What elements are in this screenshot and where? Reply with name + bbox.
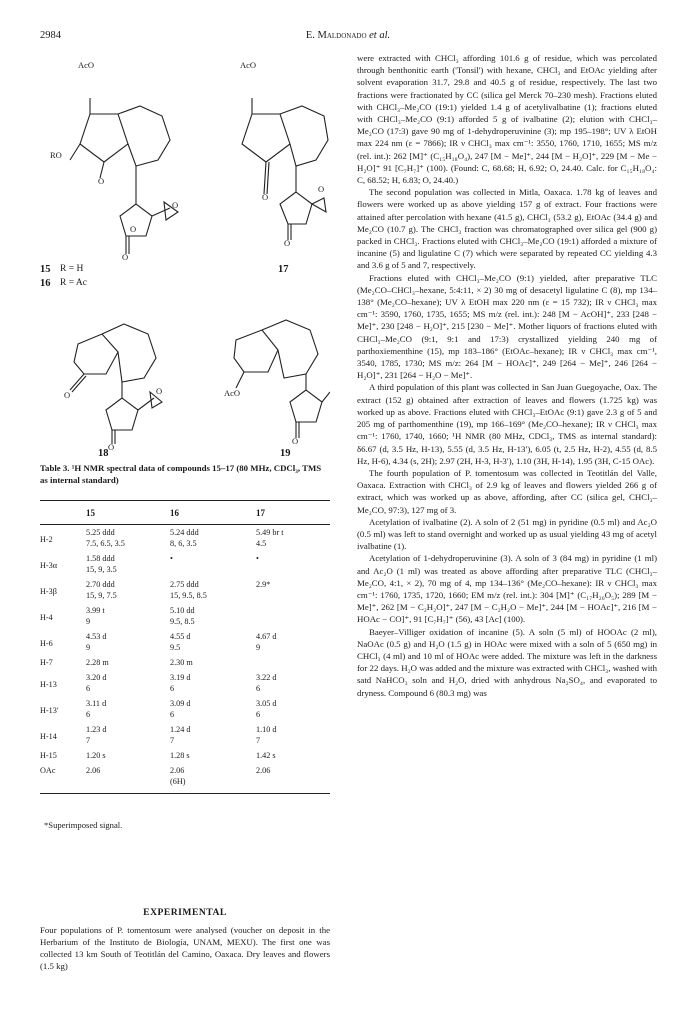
table-header-row: [40, 501, 330, 525]
oxygen-label: O: [292, 436, 299, 446]
column-header: 16: [170, 501, 256, 525]
compound-number: 19: [280, 448, 291, 459]
shift-cell: 5.25 ddd 7.5, 6.5, 3.5: [86, 528, 125, 548]
table-row: [40, 577, 330, 603]
proton-label-cell: H-13′: [40, 706, 59, 715]
structures-svg: [40, 52, 330, 452]
compound-number: 16: [40, 278, 51, 289]
shift-cell: 1.10 d 7: [256, 725, 277, 745]
oxygen-label: O: [156, 386, 163, 396]
shift-cell: [256, 603, 330, 629]
proton-label-cell: H-14: [40, 732, 57, 741]
hydroxy-label: RO: [50, 150, 62, 160]
shift-cell: 1.42 s: [256, 751, 276, 760]
oxygen-label: O: [64, 390, 71, 400]
experimental-paragraph: Four populations of P. tomentosum were analysed (voucher on deposit in the Herbarium of the Instituto de Biología, UNAM, MEXU). The first one was collected 13 km South of Teotitlán del Camino, Oaxaca. Dry leaves and flowers (1.5 kg): [40, 925, 330, 972]
proton-label-cell: H-13: [40, 680, 57, 689]
table-row: [40, 696, 330, 722]
shift-cell: 1.24 d 7: [170, 725, 191, 745]
shift-cell: 1.20 s: [86, 751, 106, 760]
proton-label-cell: H-15: [40, 751, 57, 760]
acetate-label: AcO: [240, 60, 257, 70]
compound-number: 17: [278, 264, 289, 275]
shift-cell: 1.58 ddd 15, 9, 3.5: [86, 554, 117, 574]
table-row: [40, 763, 330, 794]
table-body: [40, 525, 330, 794]
oxygen-label: O: [284, 238, 291, 248]
proton-label-cell: OAc: [40, 763, 86, 794]
oxygen-label: O: [262, 192, 269, 202]
shift-cell: 4.55 d 9.5: [170, 632, 191, 652]
paragraph: Fractions eluted with CHCl₃–Me₂CO (9:1) yielded, after preparative TLC (Me₂CO–CHCl₃–hexane, 5:4:11, × 2) 30 mg of desacetyl ligulatine C (8), mp 134–138° (Me₂CO–hexane); UV λ EtOH max 220 nm (ε = 15 732); IR ν CHCl₃ max cm⁻¹: 3590, 1760, 1735, 1655; MS m/z (rel. int.): 248 [M − AcOH]⁺, 233 [248 − Me]⁺, 230 [248 − H₂O]⁺, 215 [230 − Me]⁺. Mother liquors of fractions eluted with CHCl₃–Me₂CO (9:1, 9:1 and 17:3) crystallized yielding 240 mg of parthoxiementhine (15), mp 183–186° (EtOAc–hexane); IR ν CHCl₃ max cm⁻¹, 3540, 1785, 1730; MS m/z: 264 [M − HOAc]⁺, 249 [264 − Me]⁺, 246 [264 − H₂O]⁺, 231 [264 − H₂O − Me]⁺.: [357, 272, 657, 381]
table-row: [40, 629, 330, 655]
shift-cell: 1.23 d 7: [86, 725, 107, 745]
paragraph: The fourth population of P. tomentosum was collected in Teotitlán del Valle, Oaxaca. Extraction with CHCl₃ of 2.9 kg of leaves and flowers yielded 266 g of extract, which was worked up as above, affording, after CC (silica gel, CHCl₃–Me₂CO, 97:3), 127 mg of 3.: [357, 467, 657, 515]
proton-label-cell: H-7: [40, 658, 53, 667]
paragraph: Acetylation of 1-dehydroperuvinine (3). A soln of 3 (84 mg) in pyridine (1 ml) and Ac₂O (1 ml) was treated as above affording after preparative TLC (CHCl₃–Me₂CO, 4:1, × 2), 70 mg of 4, mp 134–136° (Me₂CO–hexane): IR ν CHCl₃ max cm⁻¹: 1760, 1735, 1720, 1660; EM m/z (rel. int.): 304 [M]⁺ (C₁₇H₂₀O₅); 289 [M − Me]⁺, 262 [M − C₂H₂O]⁺, 247 [M − C₂H₂O − Me]⁺, 244 [M − HOAc]⁺, 216 [M − HOAc − CO]⁺, 91 [C₇H₇]⁺ (56), 43 [Ac] (100).: [357, 553, 657, 625]
shift-cell: 2.9*: [256, 580, 271, 589]
shift-cell: 2.06: [256, 763, 330, 794]
shift-cell: 2.06 (6H): [170, 763, 256, 794]
table-row: [40, 722, 330, 748]
proton-label-cell: H-2: [40, 535, 53, 544]
compound-substituent: R = Ac: [60, 278, 87, 288]
shift-cell: 2.30 m: [170, 658, 193, 667]
chemical-structures-figure: [40, 52, 330, 459]
running-head-etal: et al.: [369, 30, 391, 41]
compound-number: 15: [40, 264, 51, 275]
shift-cell: 3.11 d 6: [86, 699, 107, 719]
paragraph: The second population was collected in Mitla, Oaxaca. 1.78 kg of leaves and flowers were worked up as above yielding 157 g of extract. Four fractions were attained after percolation with hexane (41.5 g), CHCl₃ (53.2 g), EtOAc (34.4 g) and Me₂CO (10.7 g). The CHCl₃ fraction was chromatographed over silica gel (900 g) packed in CHCl₃. Fractions eluted with CHCl₃–Me₂CO (19:1) afforded a mixture of incanine (5) and ligulatine C (7) which were separated by repeated CC yielding 4.3 and 3.6 g of 5 and 7, respectively.: [357, 187, 657, 271]
table-row: [40, 670, 330, 696]
proton-label-cell: H-4: [40, 613, 53, 622]
paragraph: A third population of this plant was collected in San Juan Guegoyache, Oax. The extract (152 g) obtained after extraction of leaves and flowers (1.725 kg) was worked up as above. Fractions eluted with CHCl₃–EtOAc (9:1) gave 2.3 g of 5 and 205 mg of parthomenthine (19), mp 166–169° (Me₂CO–hexane); IR ν CHCl₃ max cm⁻¹: 1760, 1740, 1660; ¹H NMR (80 MHz, CDCl₃, TMS as internal standard): δ6.67 (d, 3.5 Hz, H-13), 5.55 (d, 3.5 Hz, H-13′), 6.05 (t, 2.5 Hz, H-2), 4.55 (d, 8.5 Hz, H-6), 4.34 (s, 2H); 2.97 (2H, H-3, H-3′), 1.10 (3H, H-14), 1.95 (3H, C-15 OAc).: [357, 382, 657, 466]
acetate-label: AcO: [78, 60, 95, 70]
proton-label-cell: H-3α: [40, 561, 58, 570]
table-row: [40, 748, 330, 763]
structure-18: [70, 324, 162, 444]
oxygen-label: O: [172, 200, 179, 210]
running-head-author: E. Maldonado: [305, 30, 367, 41]
oxygen-label: O: [122, 252, 129, 262]
paragraph: Baeyer–Villiger oxidation of incanine (5). A soln (5 ml) of HOOAc (2 ml), NaOAc (0.5 g) and H₂O (1.5 g) in HOAc were mixed with a soln of 5 (650 mg) in CHCl₃ (4 ml) and 10 ml of HOAc were added. The mixture was left in the darkness for 22 days. H₂O was added and the mixture was extracted with CHCl₃, washed with satd NaHCO₃ soln and H₂O, dried with anhydrous Na₂SO₄, and evaporated to dryness. Compound 6 (80.3 mg) was: [357, 626, 657, 698]
table-row: [40, 655, 330, 670]
oxygen-label: O: [318, 184, 325, 194]
compound-substituent: R = H: [60, 264, 84, 274]
shift-cell: •: [256, 554, 259, 563]
table-caption: Table 3. ¹H NMR spectral data of compounds 15–17 (80 MHz, CDCl₃, TMS as internal standard): [40, 463, 322, 485]
shift-cell: 2.28 m: [86, 658, 109, 667]
shift-cell: 4.53 d 9: [86, 632, 107, 652]
shift-cell: 5.24 ddd 8, 6, 3.5: [170, 528, 199, 548]
structure-19: [234, 320, 330, 438]
shift-cell: [256, 655, 330, 670]
acetate-label: AcO: [224, 388, 241, 398]
paragraph: were extracted with CHCl₃ affording 101.6 g of residue, which was percolated through benthonitic earth ('Tonsil') with hexane, CHCl₃ and EtOAc yielding after solvent evaporation 31.7, 29.8 and 40.5 g of residue, respectively. The last two fractions were fractionated by CC (silica gel Merck 70–230 mesh). Fractions eluted with CHCl₃–Me₂CO (19:1) yielded 1.4 g of acetylivalbatine (1); fractions eluted with CHCl₃–Me₂CO (9:1) afforded 5 g of ivalbatine (2); elution with CHCl₃–Me₂CO (17:3) gave 90 mg of 1-dehydroperuvinine (3); mp 195–198°; UV λ EtOH max 224 nm (ε = 7866); IR ν CHCl₃ max cm⁻¹: 3550, 1760, 1710, 1655; MS m/z (rel. int.): 262 [M]⁺ (C₁₅H₁₈O₄), 247 [M − Me]⁺, 244 [M − H₂O]⁺, 229 [M − Me − H₂O]⁺ 91 [C₇H₇]⁺ (100). (Found: C, 68.68; H, 6.92; O, 24.40. Calc. for C₁₅H₁₈O₄: C, 68.52; H, 6.83; O, 24.40.): [357, 53, 657, 186]
section-heading-experimental: EXPERIMENTAL: [143, 907, 227, 918]
compound-number: 18: [98, 448, 109, 459]
shift-cell: 3.22 d 6: [256, 673, 277, 693]
shift-cell: 2.70 ddd 15, 9, 7.5: [86, 580, 117, 600]
table-row: [40, 603, 330, 629]
shift-cell: 3.19 d 6: [170, 673, 191, 693]
page-number: 2984: [40, 30, 61, 41]
right-column-text: [357, 52, 657, 699]
running-head: [0, 30, 696, 41]
nmr-table: [40, 500, 330, 794]
shift-cell: 1.28 s: [170, 751, 190, 760]
paragraph: Acetylation of ivalbatine (2). A soln of 2 (51 mg) in pyridine (0.5 ml) and Ac₂O (0.5 ml) was left to stand overnight and worked up as usual yielding 43 mg of acetyl ivalbatine (1).: [357, 516, 657, 552]
shift-cell: 3.20 d 6: [86, 673, 107, 693]
shift-cell: 5.49 br t 4.5: [256, 528, 284, 548]
shift-cell: 3.99 t 9: [86, 606, 105, 626]
shift-cell: 3.05 d 6: [256, 699, 277, 719]
oxygen-label: O: [98, 176, 105, 186]
shift-cell: •: [170, 554, 173, 563]
shift-cell: 4.67 d 9: [256, 632, 277, 652]
column-header: 17: [256, 501, 330, 525]
structure-17: [242, 98, 328, 240]
proton-label-cell: H-3β: [40, 587, 57, 596]
column-header: 15: [86, 501, 170, 525]
shift-cell: 3.09 d 6: [170, 699, 191, 719]
oxygen-label: O: [108, 442, 115, 452]
column-header: [40, 501, 86, 525]
structure-15-16: [70, 98, 178, 254]
shift-cell: 5.10 dd 9.5, 8.5: [170, 606, 195, 626]
shift-cell: 2.75 ddd 15, 9.5, 8.5: [170, 580, 207, 600]
shift-cell: 2.06: [86, 763, 170, 794]
table-row: [40, 525, 330, 552]
table-footnote: *Superimposed signal.: [44, 820, 123, 830]
proton-label-cell: H-6: [40, 639, 53, 648]
oxygen-label: O: [130, 224, 137, 234]
table-row: [40, 551, 330, 577]
